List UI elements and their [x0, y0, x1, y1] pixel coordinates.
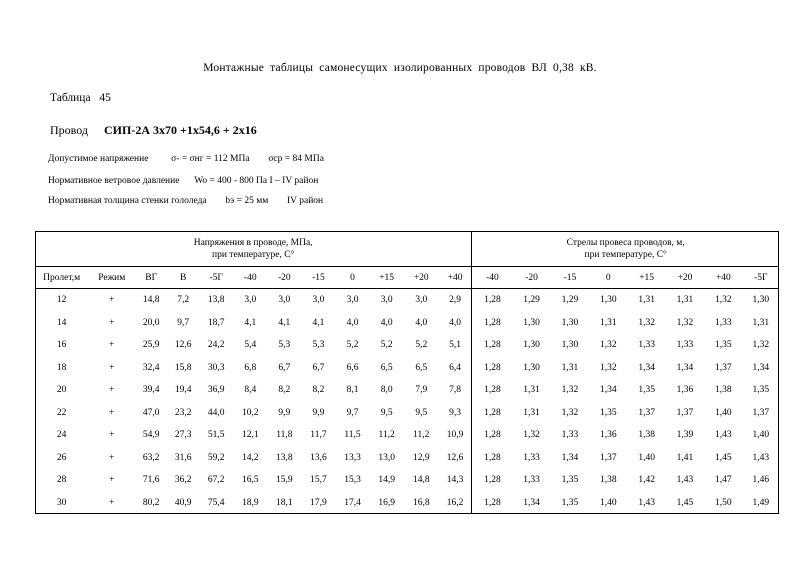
stress-cell: 11,8 — [276, 430, 293, 441]
stress-col-header: -40 — [233, 267, 267, 289]
sag-cell: 1,30 — [561, 340, 579, 351]
sag-cell: 1,40 — [752, 430, 770, 441]
stress-cell: 5,2 — [415, 340, 428, 351]
sag-cell: 1,36 — [676, 385, 694, 396]
sag-cell: 1,33 — [715, 317, 732, 328]
sag-cell: 1,33 — [676, 340, 694, 351]
stress-cell: 5,3 — [312, 340, 325, 351]
stress-cell: 6,6 — [346, 362, 359, 373]
stress-cell: 27,3 — [174, 430, 192, 441]
stress-col-header: -5Г — [199, 267, 233, 289]
sag-cell: 1,30 — [523, 317, 540, 328]
ice-param — [48, 196, 323, 206]
sag-cell: 1,30 — [523, 340, 540, 351]
stress-cell: 5,3 — [278, 340, 291, 351]
stress-cell: 20,0 — [142, 317, 160, 328]
mode-cell: + — [109, 362, 115, 373]
sag-cell: 1,33 — [523, 475, 540, 486]
span-cell: 22 — [56, 407, 67, 418]
stress-cell: 9,7 — [346, 407, 359, 418]
stress-cell: 8,4 — [244, 385, 257, 396]
stress-cell: 75,4 — [207, 497, 225, 508]
sag-cell: 1,35 — [561, 497, 579, 508]
sag-cell: 1,32 — [523, 430, 540, 441]
stress-cell: 6,7 — [312, 362, 325, 373]
sag-cell: 1,38 — [599, 475, 617, 486]
stress-cell: 4,1 — [244, 317, 257, 328]
stress-cell: 6,5 — [380, 362, 393, 373]
stress-cell: 9,9 — [278, 407, 291, 418]
sag-cell: 1,34 — [523, 497, 540, 508]
stress-cell: 3,0 — [312, 295, 325, 306]
stress-cell: 67,2 — [207, 475, 225, 486]
stress-cell: 5,1 — [439, 334, 472, 357]
sag-cell: 1,31 — [523, 385, 540, 396]
stress-cell: 14,2 — [241, 452, 259, 463]
sag-group-line1: Стрелы провеса проводов, м, — [566, 238, 685, 248]
sag-cell: 1,32 — [676, 317, 694, 328]
sag-cell: 1,40 — [599, 497, 617, 508]
mode-cell: + — [109, 317, 115, 328]
mode-cell: + — [109, 475, 115, 486]
table-row — [35, 402, 779, 425]
mounting-table — [35, 231, 779, 514]
sag-cell: 1,34 — [676, 362, 694, 373]
sag-col-header: -40 — [472, 267, 513, 289]
span-cell: 12 — [56, 295, 67, 306]
sag-cell: 1,31 — [638, 295, 655, 306]
sag-cell: 1,32 — [599, 340, 617, 351]
span-cell: 16 — [56, 340, 67, 351]
stress-cell: 12,6 — [174, 340, 192, 351]
sag-cell: 1,32 — [561, 407, 579, 418]
ice-label: Нормативная толщина стенки гололеда — [48, 196, 207, 206]
ice-region: IV район — [287, 196, 324, 206]
stress-cell: 5,2 — [380, 340, 393, 351]
table-row — [35, 289, 779, 312]
stress-cell: 31,6 — [174, 452, 192, 463]
sag-cell: 1,38 — [715, 385, 732, 396]
page-title: Монтажные таблицы самонесущих изолированных проводов ВЛ 0,38 кВ. — [203, 62, 597, 74]
stress-cell: 47,0 — [142, 407, 160, 418]
sag-cell: 1,28 — [484, 497, 501, 508]
stress-cell: 7,2 — [177, 295, 190, 306]
sag-cell: 1,43 — [715, 430, 732, 441]
mode-cell: + — [109, 340, 115, 351]
sag-col-header: +40 — [704, 267, 742, 289]
stress-cell: 14,3 — [439, 469, 472, 492]
table-row — [35, 447, 779, 470]
stress-cell: 4,0 — [439, 312, 472, 335]
sag-cell: 1,37 — [676, 407, 694, 418]
sag-cell: 1,30 — [523, 362, 540, 373]
span-cell: 14 — [56, 317, 67, 328]
stress-cell: 15,9 — [276, 475, 293, 486]
stress-cell: 5,4 — [244, 340, 257, 351]
sag-cell: 1,43 — [752, 452, 770, 463]
sag-cell: 1,33 — [523, 452, 540, 463]
sag-cell: 1,28 — [484, 340, 501, 351]
stress-col-header: 0 — [335, 267, 369, 289]
sag-cell: 1,40 — [638, 452, 655, 463]
stress-cell: 32,4 — [142, 362, 160, 373]
sag-col-header: 0 — [589, 267, 627, 289]
sag-cell: 1,38 — [638, 430, 655, 441]
mode-cell: + — [109, 497, 115, 508]
sag-cell: 1,30 — [561, 317, 579, 328]
sag-cell: 1,31 — [523, 407, 540, 418]
stress-cell: 6,4 — [439, 357, 472, 380]
stress-cell: 25,9 — [142, 340, 160, 351]
stress-cell: 18,7 — [207, 317, 225, 328]
stress-cell: 18,9 — [241, 497, 259, 508]
stress-cell: 80,2 — [142, 497, 160, 508]
stress-cell: 8,1 — [346, 385, 359, 396]
stress-cell: 71,6 — [142, 475, 160, 486]
stress-cell: 2,9 — [439, 289, 472, 312]
sag-cell: 1,33 — [638, 340, 655, 351]
sag-cell: 1,30 — [752, 295, 770, 306]
stress-cell: 54,9 — [142, 430, 160, 441]
sag-cell: 1,49 — [752, 497, 770, 508]
sag-cell: 1,33 — [561, 430, 579, 441]
sag-cell: 1,28 — [484, 317, 501, 328]
sag-cell: 1,37 — [752, 407, 770, 418]
table-row — [35, 492, 779, 515]
sag-cell: 1,37 — [599, 452, 617, 463]
stress-cell: 39,4 — [142, 385, 160, 396]
stress-cell: 14,8 — [142, 295, 160, 306]
stress-cell: 3,0 — [244, 295, 257, 306]
sag-cell: 1,43 — [638, 497, 655, 508]
stress-cell: 15,7 — [310, 475, 327, 486]
stress-cell: 15,3 — [344, 475, 361, 486]
sag-cell: 1,50 — [715, 497, 732, 508]
stress-col-header: В — [167, 267, 199, 289]
stress-cell: 12,9 — [412, 452, 430, 463]
sag-cell: 1,37 — [715, 362, 732, 373]
span-cell: 28 — [56, 475, 67, 486]
stress-col-header: +20 — [404, 267, 439, 289]
stress-cell: 3,0 — [346, 295, 359, 306]
mode-cell: + — [109, 430, 115, 441]
stress-value: σ- = σнг = 112 МПа — [171, 154, 250, 164]
stress-cell: 44,0 — [207, 407, 225, 418]
sag-cell: 1,32 — [715, 295, 732, 306]
stress-cell: 23,2 — [174, 407, 192, 418]
sag-cell: 1,39 — [676, 430, 694, 441]
sag-cell: 1,42 — [638, 475, 655, 486]
stress-cell: 36,2 — [174, 475, 192, 486]
sag-cell: 1,32 — [599, 362, 617, 373]
stress-cell: 6,5 — [415, 362, 428, 373]
stress-cell: 9,5 — [380, 407, 393, 418]
stress-cell: 9,7 — [177, 317, 190, 328]
stress-cell: 17,4 — [344, 497, 361, 508]
stress-label: Допустимое напряжение — [48, 154, 149, 164]
sag-cell: 1,34 — [599, 385, 617, 396]
sag-cell: 1,35 — [561, 475, 579, 486]
stress-cell: 14,8 — [412, 475, 430, 486]
wire-code: СИП-2А 3х70 +1х54,6 + 2х16 — [104, 123, 257, 137]
stress-cell: 40,9 — [174, 497, 192, 508]
stress-cell: 11,2 — [413, 430, 430, 441]
sag-cell: 1,41 — [676, 452, 694, 463]
header-columns-row — [35, 267, 779, 289]
span-header: Пролет,м — [35, 267, 88, 289]
sag-cell: 1,28 — [484, 385, 501, 396]
wire-label: Провод — [50, 123, 89, 137]
sag-cell: 1,35 — [715, 340, 732, 351]
stress-cell: 4,0 — [346, 317, 359, 328]
sag-cell: 1,28 — [484, 362, 501, 373]
table-row — [35, 469, 779, 492]
mode-cell: + — [109, 295, 115, 306]
sag-cell: 1,28 — [484, 475, 501, 486]
sag-cell: 1,32 — [638, 317, 655, 328]
mode-cell: + — [109, 452, 115, 463]
stress-avg: σср = 84 МПа — [268, 154, 324, 164]
sag-cell: 1,30 — [599, 295, 617, 306]
stress-cell: 36,9 — [207, 385, 225, 396]
stress-col-header: +15 — [370, 267, 404, 289]
stress-cell: 16,2 — [439, 492, 472, 515]
span-cell: 20 — [56, 385, 67, 396]
mode-header: Режим — [88, 267, 135, 289]
stress-cell: 13,0 — [378, 452, 395, 463]
header-group-row — [35, 232, 779, 267]
stress-cell: 9,9 — [312, 407, 325, 418]
ice-value: bэ = 25 мм — [225, 196, 269, 206]
stress-group-line1: Напряжения в проводе, МПа, — [193, 238, 313, 248]
stress-cell: 6,7 — [278, 362, 291, 373]
stress-cell: 4,0 — [415, 317, 428, 328]
stress-cell: 19,4 — [174, 385, 192, 396]
sag-cell: 1,29 — [561, 295, 579, 306]
sag-cell: 1,28 — [484, 295, 501, 306]
stress-cell: 10,9 — [439, 424, 472, 447]
stress-cell: 3,0 — [278, 295, 291, 306]
mode-cell: + — [109, 385, 115, 396]
sag-cell: 1,35 — [599, 407, 617, 418]
stress-cell: 11,2 — [378, 430, 395, 441]
sag-cell: 1,40 — [715, 407, 732, 418]
stress-cell: 8,2 — [278, 385, 291, 396]
stress-cell: 51,5 — [207, 430, 225, 441]
stress-cell: 30,3 — [207, 362, 225, 373]
stress-cell: 13,8 — [207, 295, 225, 306]
sag-cell: 1,45 — [715, 452, 732, 463]
stress-group-header — [35, 232, 472, 267]
sag-cell: 1,32 — [561, 385, 579, 396]
sag-col-header: +20 — [666, 267, 704, 289]
stress-cell: 11,7 — [310, 430, 327, 441]
wind-param — [48, 176, 318, 186]
stress-cell: 15,8 — [174, 362, 192, 373]
sag-cell: 1,34 — [561, 452, 579, 463]
wire-line — [50, 123, 257, 138]
stress-cell: 9,3 — [439, 402, 472, 425]
sag-cell: 1,31 — [561, 362, 579, 373]
stress-cell: 59,2 — [207, 452, 225, 463]
stress-col-header: -20 — [267, 267, 301, 289]
stress-cell: 24,2 — [207, 340, 225, 351]
sag-group-line2: при температуре, С° — [584, 250, 667, 260]
sag-cell: 1,31 — [676, 295, 694, 306]
stress-cell: 8,0 — [380, 385, 393, 396]
sag-cell: 1,35 — [752, 385, 770, 396]
sag-cell: 1,47 — [715, 475, 732, 486]
stress-cell: 5,2 — [346, 340, 359, 351]
sag-cell: 1,36 — [599, 430, 617, 441]
stress-cell: 9,5 — [415, 407, 428, 418]
sag-cell: 1,31 — [599, 317, 617, 328]
sag-cell: 1,28 — [484, 430, 501, 441]
span-cell: 30 — [56, 497, 67, 508]
sag-cell: 1,34 — [638, 362, 655, 373]
sag-cell: 1,37 — [638, 407, 655, 418]
stress-cell: 3,0 — [380, 295, 393, 306]
stress-cell: 13,8 — [276, 452, 293, 463]
span-cell: 26 — [56, 452, 67, 463]
sag-cell: 1,45 — [676, 497, 694, 508]
stress-group-line2: при температуре, С° — [212, 250, 295, 260]
stress-cell: 7,9 — [415, 385, 428, 396]
stress-cell: 17,9 — [310, 497, 327, 508]
stress-cell: 4,0 — [380, 317, 393, 328]
span-cell: 24 — [56, 430, 67, 441]
sag-cell: 1,46 — [752, 475, 770, 486]
stress-cell: 12,1 — [241, 430, 259, 441]
mode-cell: + — [109, 407, 115, 418]
wind-label: Нормативное ветровое давление — [48, 176, 180, 186]
sag-col-header: -15 — [551, 267, 589, 289]
stress-cell: 12,6 — [439, 447, 472, 470]
stress-cell: 13,3 — [344, 452, 361, 463]
stress-col-header: +40 — [439, 267, 472, 289]
table-row — [35, 379, 779, 402]
stress-cell: 14,9 — [378, 475, 395, 486]
table-row — [35, 424, 779, 447]
sag-col-header: -20 — [512, 267, 550, 289]
sag-cell: 1,28 — [484, 452, 501, 463]
sag-group-header — [472, 232, 779, 267]
span-cell: 18 — [56, 362, 67, 373]
stress-cell: 3,0 — [415, 295, 428, 306]
table-row — [35, 334, 779, 357]
table-row — [35, 357, 779, 380]
sag-cell: 1,35 — [638, 385, 655, 396]
sag-cell: 1,29 — [523, 295, 540, 306]
sag-cell: 1,28 — [484, 407, 501, 418]
stress-cell: 4,1 — [312, 317, 325, 328]
table-row — [35, 312, 779, 335]
stress-cell: 6,8 — [244, 362, 257, 373]
sag-col-header: +15 — [627, 267, 665, 289]
sag-cell: 1,43 — [676, 475, 694, 486]
wind-value: Wo = 400 - 800 Па I – IV район — [194, 176, 319, 186]
stress-cell: 18,1 — [276, 497, 293, 508]
stress-col-header: -15 — [301, 267, 335, 289]
stress-cell: 10,2 — [241, 407, 259, 418]
stress-cell: 16,9 — [378, 497, 395, 508]
sag-col-header: -5Г — [743, 267, 779, 289]
stress-cell: 4,1 — [278, 317, 291, 328]
sag-cell: 1,32 — [752, 340, 770, 351]
sag-cell: 1,31 — [752, 317, 770, 328]
stress-cell: 13,6 — [310, 452, 327, 463]
stress-cell: 7,8 — [439, 379, 472, 402]
stress-cell: 16,8 — [412, 497, 430, 508]
stress-cell: 11,5 — [344, 430, 361, 441]
stress-param — [48, 154, 324, 164]
stress-cell: 8,2 — [312, 385, 325, 396]
stress-cell: 63,2 — [142, 452, 160, 463]
sag-cell: 1,34 — [752, 362, 770, 373]
stress-col-header: ВГ — [135, 267, 167, 289]
stress-cell: 16,5 — [241, 475, 259, 486]
table-number: Таблица 45 — [50, 92, 111, 104]
